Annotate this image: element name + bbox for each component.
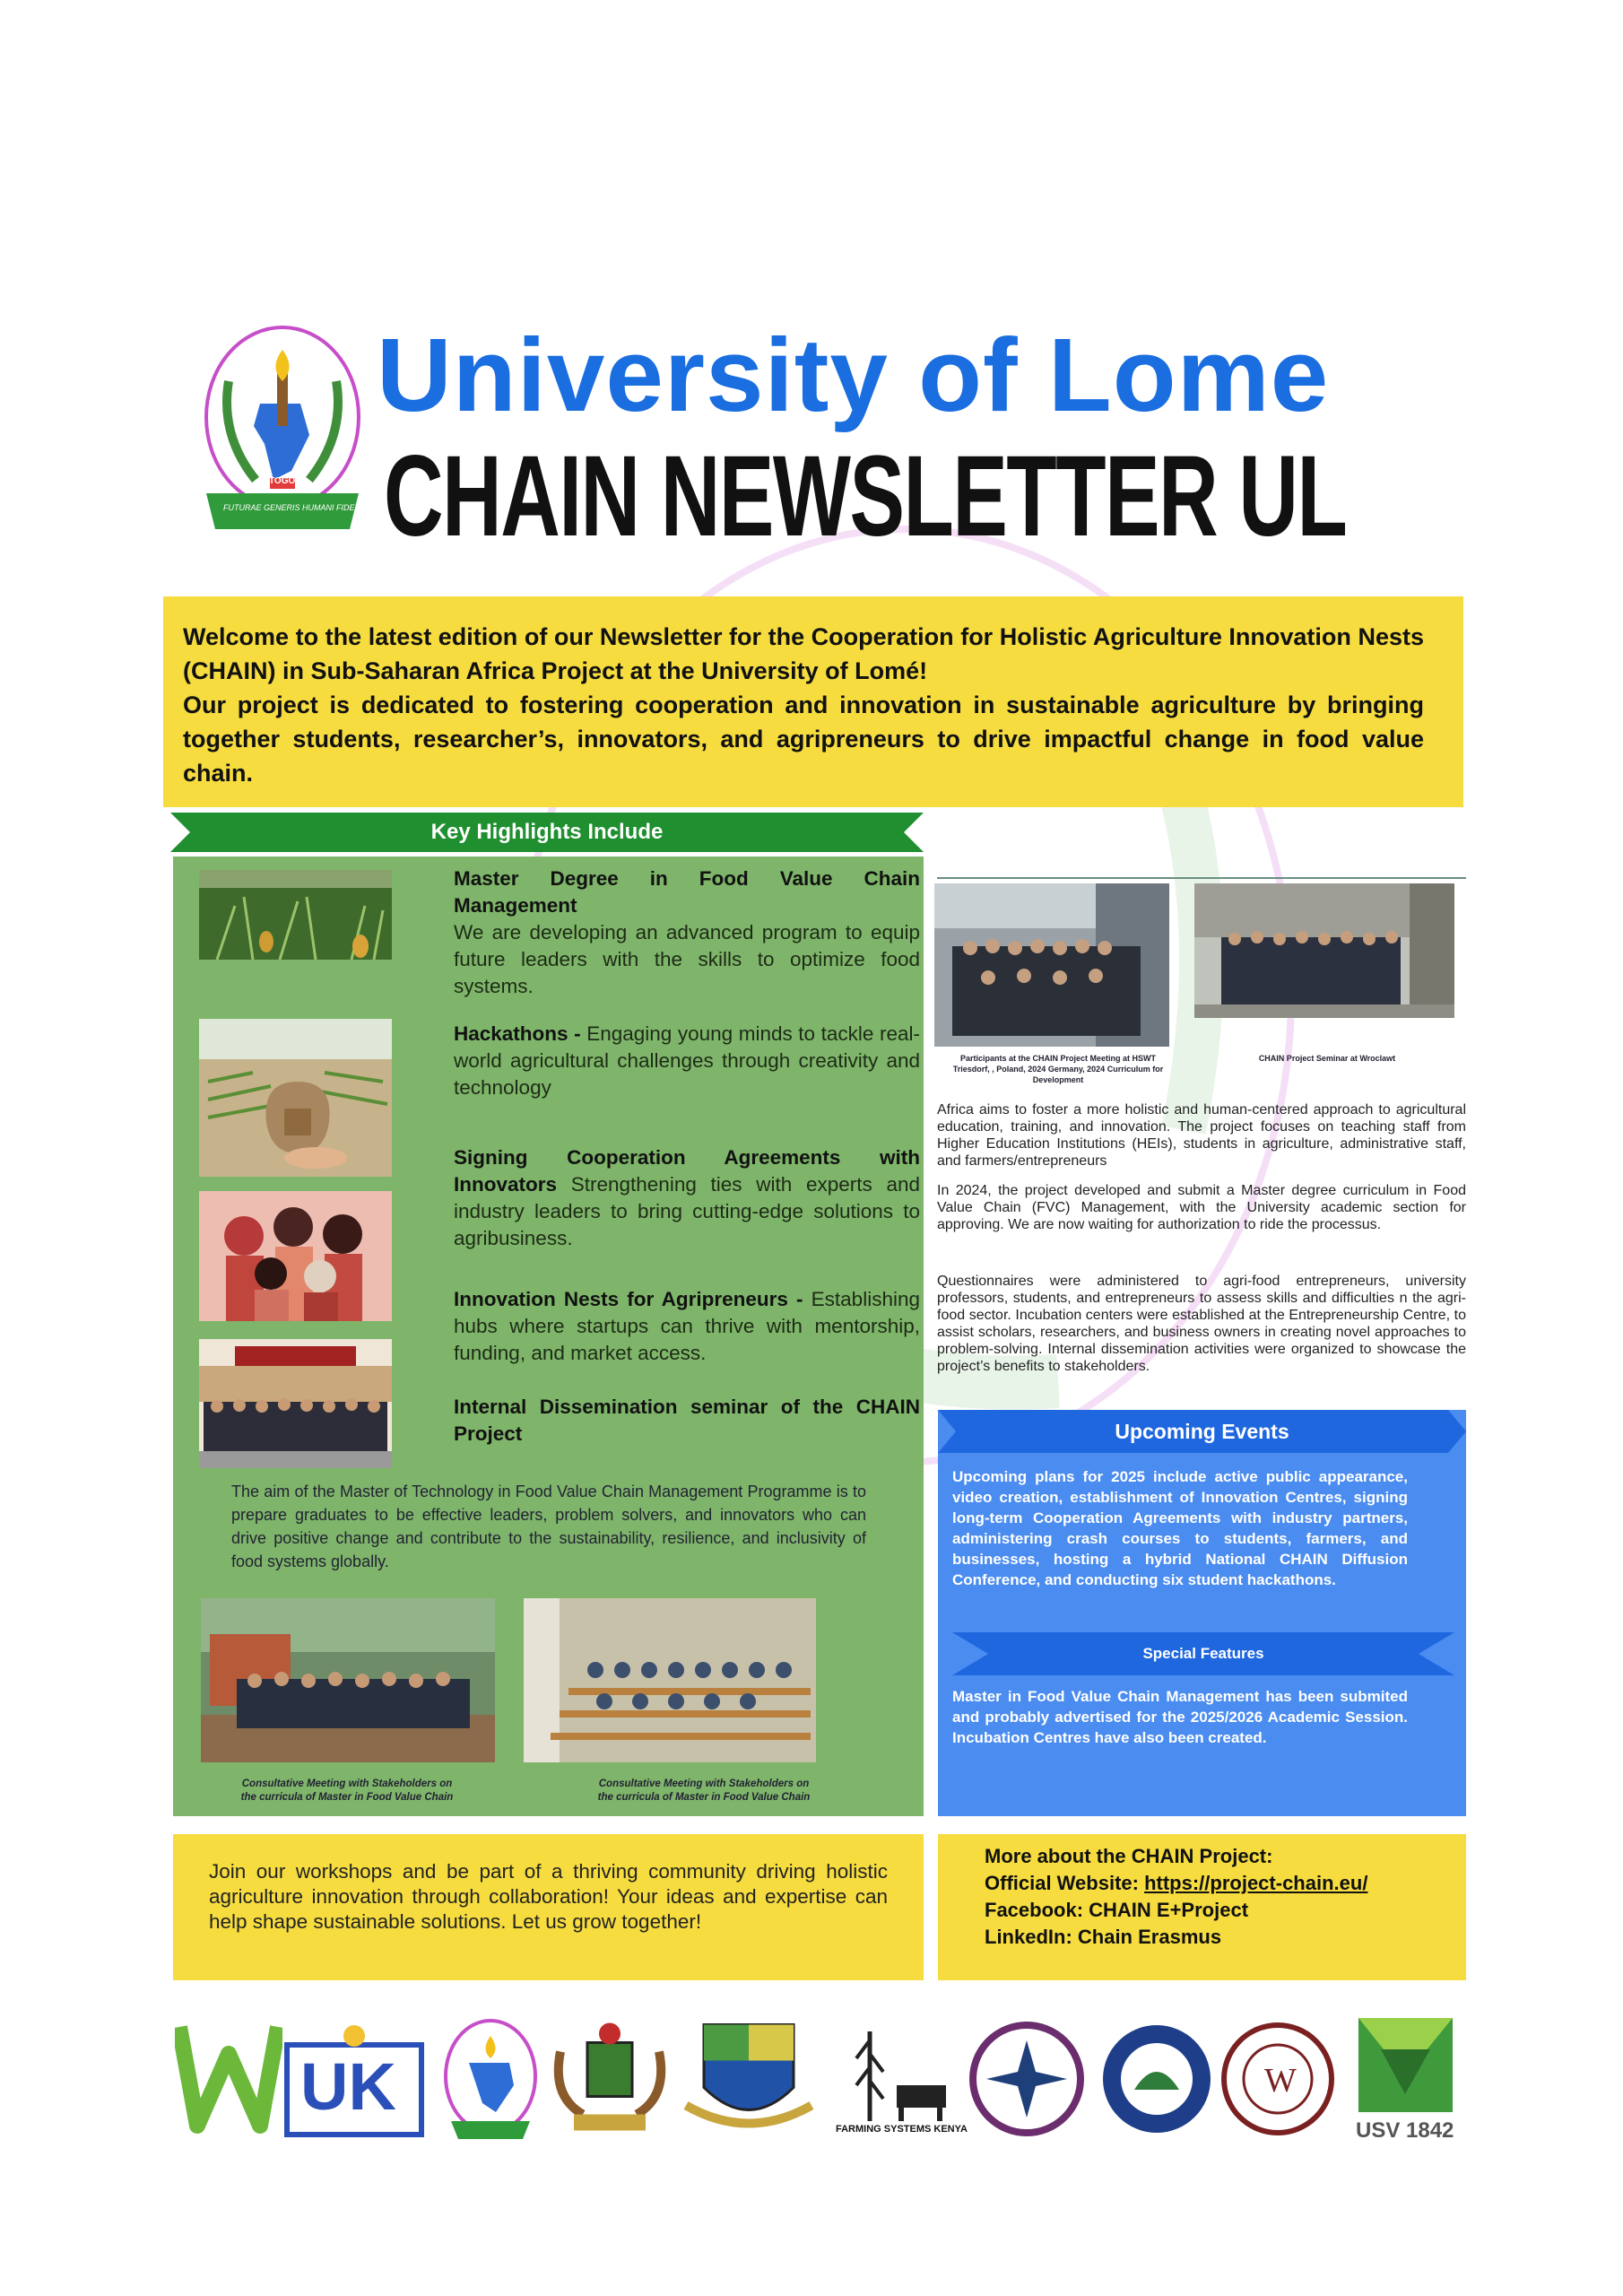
upcoming-events-text: Upcoming plans for 2025 include active public appearance, video creation, establishment of Innovation Centres, signing long-term Cooperation Agreements with industry partners, administering crash courses to students, farmers, and businesses, hosting a hybrid National CHAIN Diffusion Conference, and conducting six student hackathons. [952, 1468, 1408, 1588]
join-text: Join our workshops and be part of a thriving community driving holistic agriculture innovation through collaboration! Your ideas and expertise can help shape sustainable solutions. Let us grow together! [209, 1860, 888, 1933]
highlight-signing-agreements [454, 1144, 920, 1252]
university-logo [184, 318, 381, 543]
divider [937, 877, 1466, 879]
key-highlights-heading: Key Highlights Include [430, 820, 664, 844]
highlight-title: Innovation Nests for Agripreneurs - [454, 1288, 803, 1310]
partner-usv-text: USV 1842 [1356, 2118, 1454, 2143]
website-line [985, 1870, 1448, 1897]
pineapple-field-photo [199, 870, 392, 960]
stakeholder-photo-caption-2: Consultative Meeting with Stakeholders on the curricula of Master in Food Value Chain [597, 1779, 811, 1803]
project-seminar-photo [1194, 883, 1454, 1018]
highlight-innovation-nests [454, 1286, 920, 1367]
upcoming-events-heading: Upcoming Events [1115, 1420, 1289, 1443]
project-meeting-caption: Participants at the CHAIN Project Meeting at HSWT Triesdorf, , Poland, 2024 Germany, 2024 Curriculum for Development [952, 1054, 1164, 1084]
welcome-box [163, 596, 1463, 807]
project-aims-paragraph: Africa aims to foster a more holistic and human-centered approach to agricultural education, training, and innovation. The project focuses on teaching staff from Higher Education Institutions (HEIs), students in agriculture, administrative staff, and farmers/entrepreneurs [937, 1102, 1466, 1169]
highlight-title: Hackathons - [454, 1022, 581, 1045]
welcome-line-1: Welcome to the latest edition of our Newsletter for the Cooperation for Holistic Agriculture Innovation Nests (CHAIN) in Sub-Saharan Africa Project at the University of Lomé! [183, 623, 1424, 684]
questionnaires-paragraph: Questionnaires were administered to agri-food entrepreneurs, university professors, students, and entrepreneurs to assess skills and difficulties n the agri-food sector. Incubation centers were established at the Entrepreneurship Centre, to assist scholars, researchers, and business owners in creating novel approaches to problem-solving. Internal dissemination activities were organized to showcase the project’s benefits to stakeholders. [937, 1274, 1466, 1374]
more-heading: More about the CHAIN Project: [985, 1845, 1273, 1867]
logo-motto-text: FUTURAE GENERIS HUMANI FIDES [223, 503, 360, 512]
women-illustration [199, 1191, 392, 1321]
project-meeting-photo [934, 883, 1169, 1047]
highlight-hackathons [454, 1021, 920, 1101]
stakeholder-meeting-photo-1 [201, 1598, 495, 1762]
partner-logo-w [175, 2013, 282, 2144]
partner-logo-ae-funai [1098, 2013, 1215, 2144]
highlight-body: We are developing an advanced program to equip future leaders with the skills to optimize food systems. [454, 921, 920, 997]
svg-text:W: W [1264, 2062, 1297, 2100]
stakeholder-photo-caption-1: Consultative Meeting with Stakeholders on the curricula of Master in Food Value Chain [240, 1779, 454, 1803]
project-seminar-caption: CHAIN Project Seminar at Wroclawt [1258, 1054, 1396, 1063]
partner-logo-wroclaw [1219, 2013, 1336, 2144]
facebook-line: Facebook: CHAIN E+Project [985, 1899, 1249, 1921]
welcome-line-2: Our project is dedicated to fostering cooperation and innovation in sustainable agriculture by bringing together students, researcher’s, innovators, and agripreneurs to drive impactful change in food value chain. [183, 691, 1424, 787]
partner-logo-shield [677, 2013, 820, 2144]
highlight-title: Internal Dissemination seminar of the CHAIN Project [454, 1396, 920, 1445]
highlight-body: Strengthening ties with experts and industry leaders to bring cutting-edge solutions to agribusiness. [454, 1173, 920, 1249]
logo-country-text: TOGO [269, 476, 296, 486]
highlight-body: Engaging young minds to tackle real-world agricultural challenges through creativity and technology [454, 1022, 920, 1099]
website-label: Official Website: [985, 1872, 1145, 1894]
highlight-master-degree [454, 865, 920, 1000]
highlight-title: Signing Cooperation Agreements with Innovators [454, 1146, 920, 1196]
join-workshops-box [173, 1834, 924, 1980]
master-aim-paragraph: The aim of the Master of Technology in Food Value Chain Management Programme is to prepare graduates to be effective leaders, problem solvers, and innovators who can drive positive change and contribute to the sustainability, resilience, and inclusivity of food systems globally. [231, 1483, 866, 1570]
more-info-box [938, 1834, 1466, 1980]
partner-logo-lome [438, 2013, 543, 2144]
partner-uk-text: UK [300, 2049, 396, 2124]
special-features-heading: Special Features [1142, 1645, 1264, 1662]
partner-logo-futminna [968, 2013, 1085, 2144]
farmland-money-bag-photo [199, 1019, 392, 1177]
stakeholder-meeting-photo-2 [524, 1598, 816, 1762]
website-link[interactable]: https://project-chain.eu/ [1144, 1872, 1368, 1894]
partner-farming-text: FARMING SYSTEMS KENYA [836, 2124, 968, 2135]
newsletter-title: CHAIN NEWSLETTER UL [384, 432, 1347, 561]
curriculum-paragraph: In 2024, the project developed and submit a Master degree curriculum in Food Value Chain (FVC) Management, with the University academic section for approving. We are now waiting for authorization to ride the processus. [937, 1183, 1466, 1232]
university-title: University of Lome [377, 317, 1330, 433]
highlight-title: Master Degree in Food Value Chain Management [454, 867, 920, 917]
seminar-group-photo [199, 1339, 392, 1468]
highlight-dissemination-seminar [454, 1394, 920, 1448]
highlight-body: Establishing hubs where startups can thrive with mentorship, funding, and market access. [454, 1288, 920, 1364]
partner-logo-coat-of-arms [542, 2013, 677, 2144]
linkedin-line: LinkedIn: Chain Erasmus [985, 1926, 1222, 1948]
special-features-text: Master in Food Value Chain Management has been submited and probably advertised for the 2025/2026 Academic Session. Incubation Centres have also been created. [952, 1688, 1408, 1746]
